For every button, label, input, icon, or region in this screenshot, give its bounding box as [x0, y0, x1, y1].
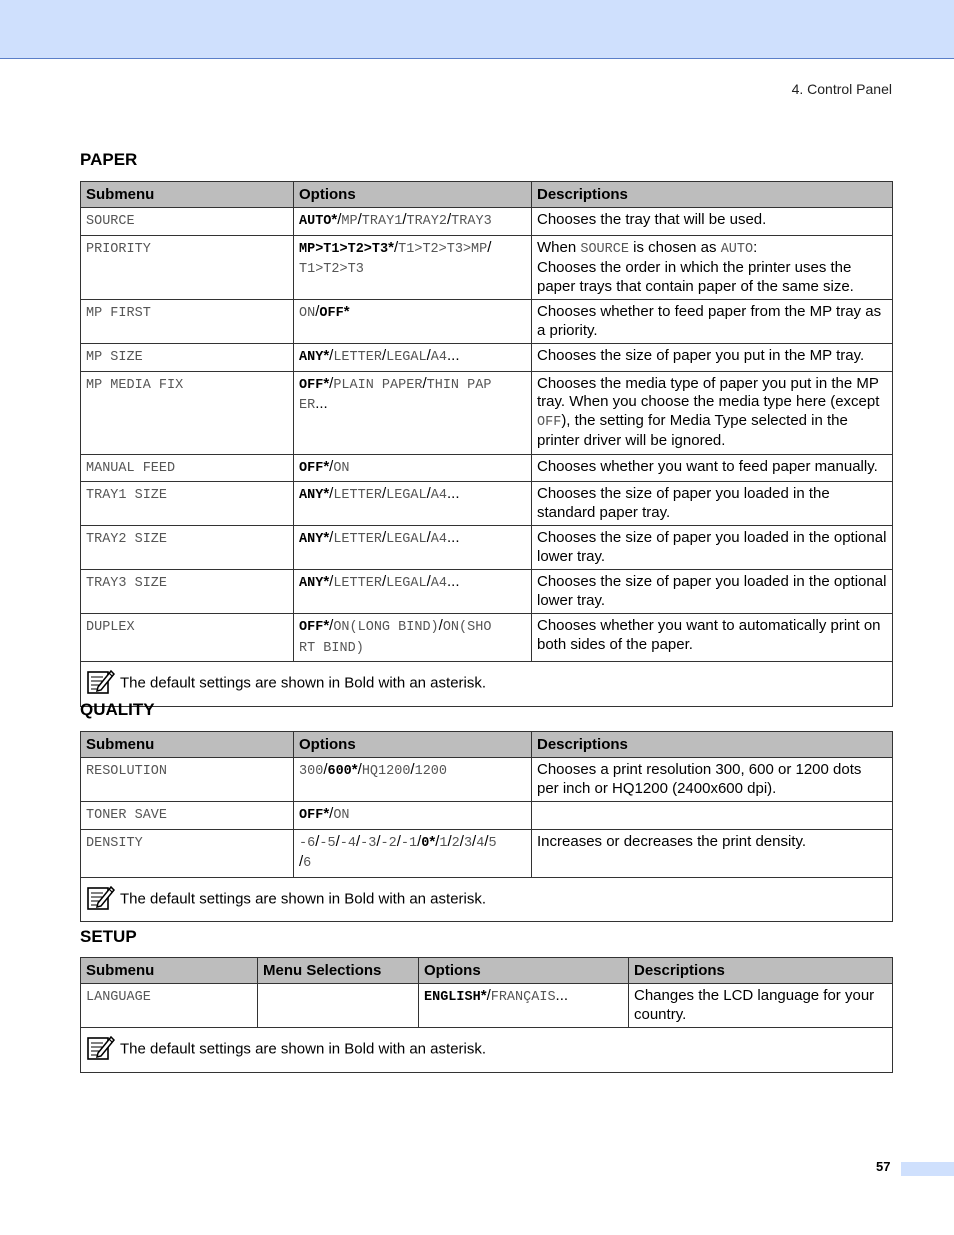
options-cell: ANY*/LETTER/LEGAL/A4... — [294, 570, 532, 614]
col-header-submenu: Submenu — [81, 732, 294, 758]
description-cell: Chooses whether you want to automatically print on both sides of the paper. — [532, 614, 893, 662]
section-title-quality: QUALITY — [80, 700, 155, 719]
submenu-cell: MANUAL FEED — [86, 460, 176, 476]
table-row — [81, 454, 893, 482]
col-header-descriptions: Descriptions — [532, 182, 893, 208]
options-cell: ENGLISH*/FRANÇAIS... — [419, 984, 629, 1028]
col-header-options: Options — [419, 958, 629, 984]
note-pencil-icon — [86, 1033, 116, 1067]
setup-table — [80, 957, 893, 1073]
description-cell: Chooses a print resolution 300, 600 or 1200 dots per inch or HQ1200 (2400x600 dpi). — [532, 758, 893, 802]
options-cell: -6/-5/-4/-3/-2/-1/0*/1/2/3/4/5 /6 — [294, 829, 532, 877]
submenu-cell: TRAY1 SIZE — [86, 488, 168, 503]
table-row — [81, 802, 893, 830]
col-header-options: Options — [294, 732, 532, 758]
description-cell: Changes the LCD language for your country. — [629, 984, 893, 1028]
note-row — [81, 1028, 893, 1073]
table-row — [81, 758, 893, 802]
table-row — [81, 344, 893, 372]
col-header-options: Options — [294, 182, 532, 208]
options-cell: ANY*/LETTER/LEGAL/A4... — [294, 344, 532, 372]
options-cell: ANY*/LETTER/LEGAL/A4... — [294, 482, 532, 526]
options-cell: ANY*/LETTER/LEGAL/A4... — [294, 526, 532, 570]
paper-table — [80, 181, 893, 707]
col-header-submenu: Submenu — [81, 958, 258, 984]
description-cell: When SOURCE is chosen as AUTO: Chooses the order in which the printer uses the paper trays that contain paper of the same size. — [532, 235, 893, 300]
page-header-band — [0, 0, 954, 59]
table-row — [81, 300, 893, 344]
submenu-cell: RESOLUTION — [86, 764, 168, 779]
table-header-row — [81, 958, 893, 984]
description-cell: Increases or decreases the print density. — [532, 829, 893, 877]
quality-table — [80, 731, 893, 922]
table-row — [81, 984, 893, 1028]
col-header-descriptions: Descriptions — [629, 958, 893, 984]
options-cell: OFF*/ON — [294, 454, 532, 482]
description-cell: Chooses the size of paper you put in the MP tray. — [532, 344, 893, 372]
table-row — [81, 614, 893, 662]
options-cell: OFF*/ON — [294, 802, 532, 830]
note-text: The default settings are shown in Bold with an asterisk. — [120, 1040, 487, 1058]
submenu-cell: MP FIRST — [86, 306, 151, 321]
options-cell: 300/600*/HQ1200/1200 — [294, 758, 532, 802]
table-row — [81, 371, 893, 454]
description-cell: Chooses the tray that will be used. — [532, 208, 893, 236]
note-text: The default settings are shown in Bold with an asterisk. — [120, 890, 487, 908]
options-cell: ON/OFF* — [294, 300, 532, 344]
submenu-cell: DUPLEX — [86, 620, 135, 635]
table-row — [81, 526, 893, 570]
table-row — [81, 570, 893, 614]
section-title-paper: PAPER — [80, 150, 138, 169]
description-cell — [532, 802, 893, 830]
submenu-cell: PRIORITY — [86, 241, 151, 257]
table-row — [81, 482, 893, 526]
submenu-cell: TONER SAVE — [86, 808, 168, 823]
options-cell: OFF*/ON(LONG BIND)/ON(SHO RT BIND) — [294, 614, 532, 662]
description-cell: Chooses the size of paper you loaded in the optional lower tray. — [532, 526, 893, 570]
table-row — [81, 208, 893, 236]
submenu-cell: MP SIZE — [86, 350, 143, 365]
description-cell: Chooses whether to feed paper from the MP tray as a priority. — [532, 300, 893, 344]
note-text: The default settings are shown in Bold with an asterisk. — [120, 674, 487, 692]
description-cell: Chooses the size of paper you loaded in the optional lower tray. — [532, 570, 893, 614]
description-cell: Chooses the media type of paper you put in the MP tray. When you choose the media type here (except OFF), the setting for Media Type selected in the printer driver will be ignored. — [532, 371, 893, 454]
submenu-cell: LANGUAGE — [86, 990, 151, 1005]
menu-selections-cell — [258, 984, 419, 1028]
col-header-submenu: Submenu — [81, 182, 294, 208]
section-title-setup: SETUP — [80, 927, 137, 946]
note-pencil-icon — [86, 883, 116, 917]
description-cell: Chooses the size of paper you loaded in the standard paper tray. — [532, 482, 893, 526]
table-header-row — [81, 182, 893, 208]
submenu-cell: TRAY3 SIZE — [86, 576, 168, 591]
col-header-descriptions: Descriptions — [532, 732, 893, 758]
table-row — [81, 235, 893, 300]
note-row — [81, 877, 893, 922]
table-row — [81, 829, 893, 877]
chapter-title: 4. Control Panel — [791, 81, 892, 97]
submenu-cell: MP MEDIA FIX — [86, 377, 184, 393]
note-row — [81, 662, 893, 707]
submenu-cell: DENSITY — [86, 835, 143, 851]
options-cell: MP>T1>T2>T3*/T1>T2>T3>MP/ T1>T2>T3 — [294, 235, 532, 300]
page-number-bar — [901, 1162, 954, 1176]
description-cell: Chooses whether you want to feed paper manually. — [532, 454, 893, 482]
table-header-row — [81, 732, 893, 758]
submenu-cell: TRAY2 SIZE — [86, 532, 168, 547]
page-number: 57 — [876, 1159, 891, 1174]
options-cell: OFF*/PLAIN PAPER/THIN PAP ER... — [294, 371, 532, 454]
options-cell: AUTO*/MP/TRAY1/TRAY2/TRAY3 — [294, 208, 532, 236]
note-pencil-icon — [86, 667, 116, 701]
submenu-cell: SOURCE — [86, 214, 135, 229]
col-header-menu-selections: Menu Selections — [258, 958, 419, 984]
